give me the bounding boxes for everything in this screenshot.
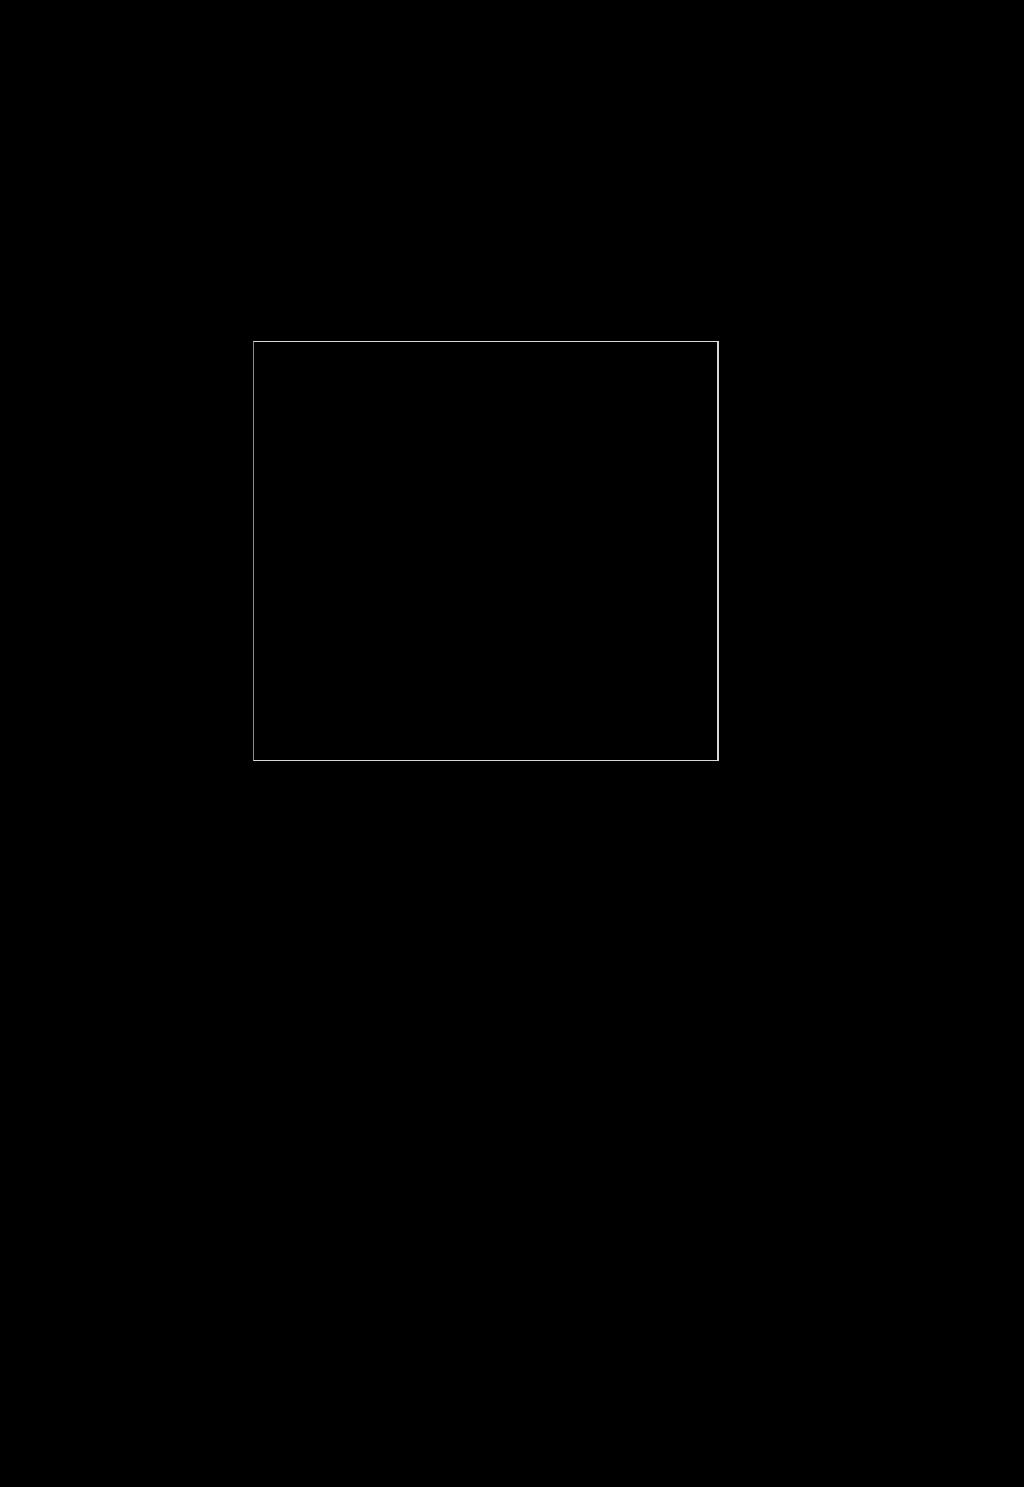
figure-frame (253, 341, 719, 761)
